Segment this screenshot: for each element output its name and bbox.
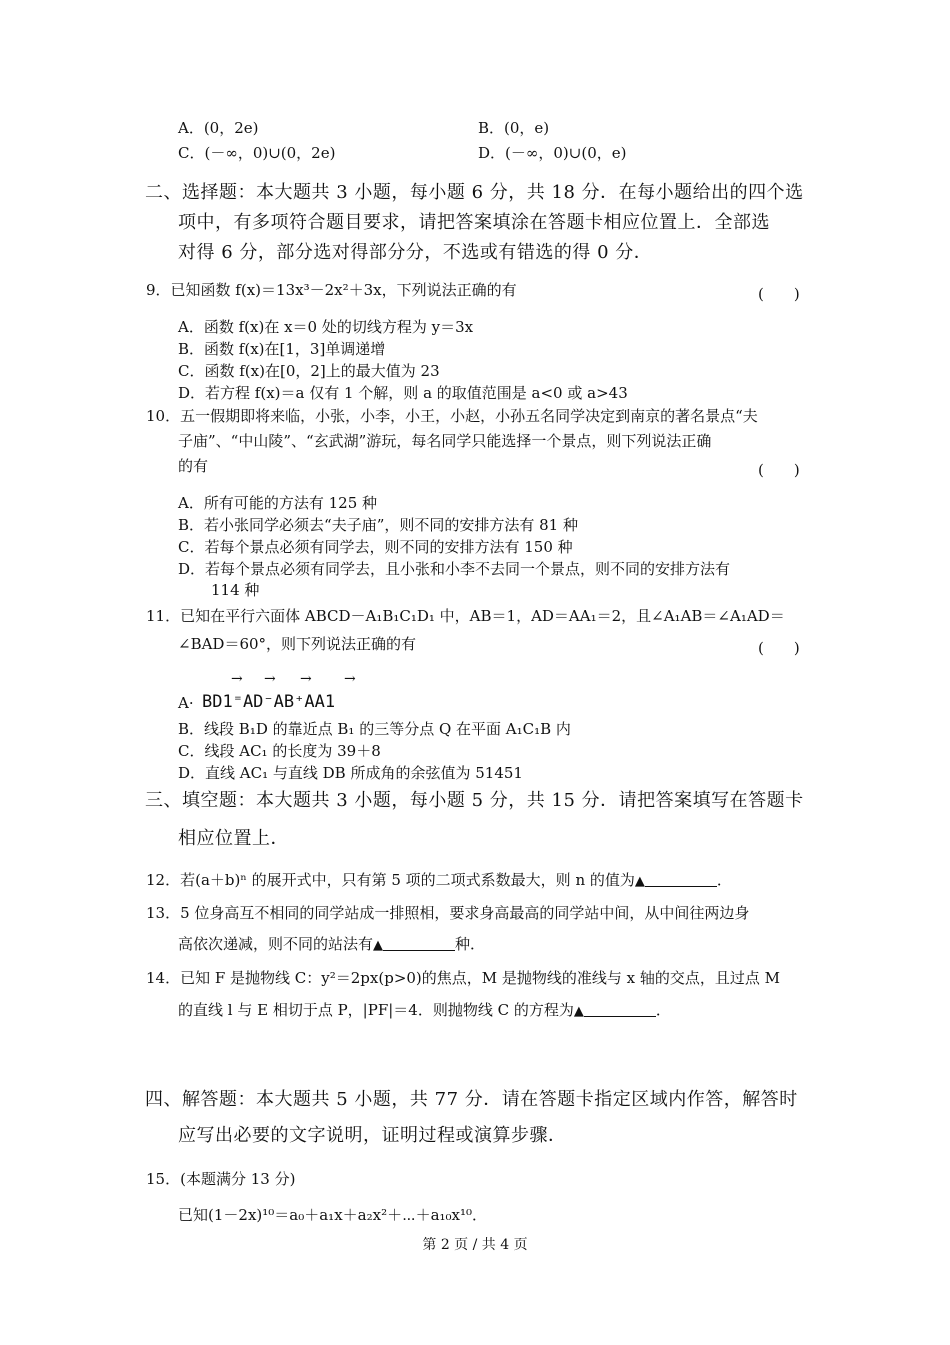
q12-tail: ．: [716, 871, 732, 889]
q9-answer-paren: ( ): [758, 285, 800, 303]
q13-tail: 种．: [455, 935, 486, 953]
section2-line1: 二、选择题：本大题共 3 小题，每小题 6 分，共 18 分．在每小题给出的四个选: [145, 182, 804, 203]
q11-option-d: D．直线 AC₁ 与直线 DB 所成角的余弦值为 51451: [178, 764, 523, 782]
vector-arrow-icon: →: [344, 671, 356, 687]
vector-arrow-icon: →: [231, 671, 243, 687]
q14-stem: 的直线 l 与 E 相切于点 P，|PF|＝4．则抛物线 C 的方程为: [178, 1001, 574, 1019]
page-number-footer: 第 2 页 / 共 4 页: [422, 1237, 528, 1253]
q11-line1: 11．已知在平行六面体 ABCD－A₁B₁C₁D₁ 中，AB＝1，AD＝AA₁＝2，且∠A₁AB＝∠A₁AD＝: [146, 607, 785, 625]
section3-line2: 相应位置上．: [178, 828, 289, 849]
q13-stem: 高依次递减，则不同的站法有: [178, 935, 374, 953]
q8-option-d: D．(－∞，0)∪(0，e): [478, 144, 627, 162]
q8-option-b: B．(0，e): [478, 119, 550, 137]
q9-option-c: C．函数 f(x)在[0，2]上的最大值为 23: [178, 362, 440, 380]
q12-text: [146, 872, 732, 888]
q15-text: 已知(1－2x)¹⁰＝a₀＋a₁x＋a₂x²＋⋯＋a₁₀x¹⁰．: [178, 1206, 488, 1224]
q10-option-c: C．若每个景点必须有同学去，则不同的安排方法有 150 种: [178, 538, 573, 556]
q10-option-b: B．若小张同学必须去“夫子庙”，则不同的安排方法有 81 种: [178, 516, 578, 534]
q14-tail: ．: [655, 1001, 671, 1019]
q10-line2: 子庙”、“中山陵”、“玄武湖”游玩，每名同学只能选择一个景点，则下列说法正确: [178, 432, 712, 450]
q9-option-a: A．函数 f(x)在 x＝0 处的切线方程为 y＝3x: [178, 318, 474, 336]
q14-answer-blank[interactable]: [584, 1002, 656, 1017]
section4-line2: 应写出必要的文字说明，证明过程或演算步骤．: [178, 1125, 567, 1146]
q8-option-c: C．(－∞，0)∪(0，2e): [178, 144, 336, 162]
q9-stem: 9．已知函数 f(x)＝13x³－2x²＋3x，下列说法正确的有: [146, 281, 517, 299]
q13-answer-blank[interactable]: [383, 936, 455, 951]
triangle-marker-icon: ▲: [373, 938, 384, 953]
q14-line2: [178, 1002, 671, 1018]
q10-line3: 的有: [178, 457, 209, 475]
vector-arrow-icon: →: [300, 671, 312, 687]
q10-option-a: A．所有可能的方法有 125 种: [178, 494, 378, 512]
section2-line3: 对得 6 分，部分选对得部分分，不选或有错选的得 0 分．: [178, 242, 653, 263]
q11-answer-paren: ( ): [758, 639, 800, 657]
q13-line2: [178, 936, 485, 952]
q11-option-c: C．线段 AC₁ 的长度为 39＋8: [178, 742, 381, 760]
triangle-marker-icon: ▲: [634, 874, 645, 889]
q10-option-d-line1: D．若每个景点必须有同学去，且小张和小李不去同一个景点，则不同的安排方法有: [178, 560, 731, 578]
q11-option-a-label: A·: [178, 694, 194, 712]
section4-line1: 四、解答题：本大题共 5 小题，共 77 分．请在答题卡指定区域内作答，解答时: [145, 1089, 798, 1110]
q8-option-a: A．(0，2e): [178, 119, 259, 137]
q12-answer-blank[interactable]: [645, 872, 717, 887]
q10-line1: 10．五一假期即将来临，小张，小李，小王，小赵，小孙五名同学决定到南京的著名景点“夫: [146, 407, 758, 425]
q11-option-b: B．线段 B₁D 的靠近点 B₁ 的三等分点 Q 在平面 A₁C₁B 内: [178, 720, 571, 738]
q11-option-a-formula: BD1⁼AD⁻AB⁺AA1: [202, 692, 336, 712]
q13-line1: 13．5 位身高互不相同的同学站成一排照相，要求身高最高的同学站中间，从中间往两边身: [146, 904, 750, 922]
q9-option-d: D．若方程 f(x)＝a 仅有 1 个解，则 a 的取值范围是 a<0 或 a>43: [178, 384, 628, 402]
triangle-marker-icon: ▲: [573, 1004, 584, 1019]
q10-option-d-line2: 114 种: [211, 581, 260, 599]
q12-stem: 12．若(a＋b)ⁿ 的展开式中，只有第 5 项的二项式系数最大，则 n 的值为: [146, 871, 635, 889]
section3-line1: 三、填空题：本大题共 3 小题，每小题 5 分，共 15 分．请把答案填写在答题卡: [145, 790, 804, 811]
q11-line2: ∠BAD＝60°，则下列说法正确的有: [178, 635, 417, 653]
q14-line1: 14．已知 F 是抛物线 C：y²＝2px(p>0)的焦点，M 是抛物线的准线与 x 轴的交点，且过点 M: [146, 969, 781, 987]
q9-option-b: B．函数 f(x)在[1，3]单调递增: [178, 340, 386, 358]
section2-line2: 项中，有多项符合题目要求，请把答案填涂在答题卡相应位置上．全部选: [178, 212, 770, 233]
q15-heading: 15．(本题满分 13 分): [146, 1170, 296, 1188]
q10-answer-paren: ( ): [758, 461, 800, 479]
vector-arrow-icon: →: [264, 671, 276, 687]
